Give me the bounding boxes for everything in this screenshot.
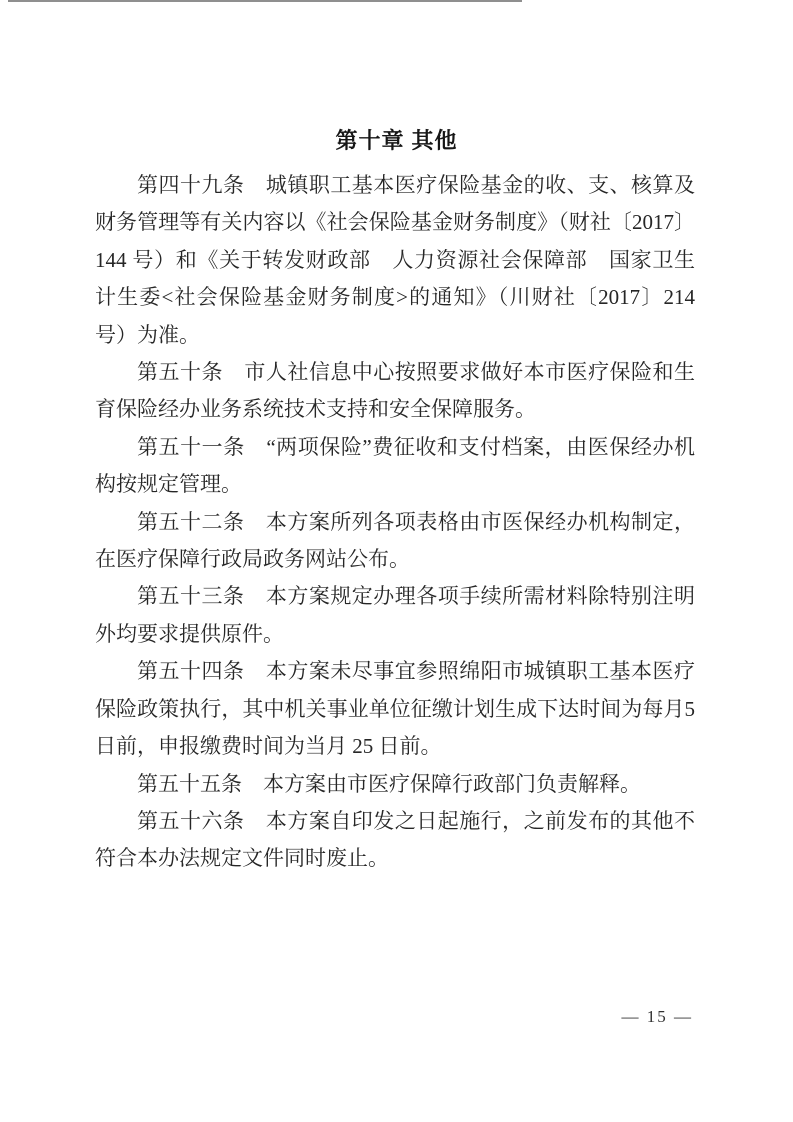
scan-artifact-line [8,0,522,2]
page-number: — 15 — [621,1007,693,1026]
article-paragraph-54: 第五十四条 本方案未尽事宜参照绵阳市城镇职工基本医疗保险政策执行，其中机关事业单位征缴计划生成下达时间为每月5 日前，申报缴费时间为当月 25 日前。 [95,659,695,759]
article-paragraph-49: 第四十九条 城镇职工基本医疗保险基金的收、支、核算及财务管理等有关内容以《社会保险基金财务制度》（财社〔2017〕144 号）和《关于转发财政部 人力资源社会保障部 国家卫生计生委<社会保险基金财务制度>的通知》（川财社〔2017〕214 号）为准。 [95,173,695,347]
article-paragraph-50: 第五十条 市人社信息中心按照要求做好本市医疗保险和生育保险经办业务系统技术支持和安全保障服务。 [95,360,695,422]
chapter-title: 第十章 其他 [335,128,458,153]
article-paragraph-51: 第五十一条 “两项保险”费征收和支付档案，由医保经办机构按规定管理。 [95,434,695,497]
article-paragraph-56: 第五十六条 本方案自印发之日起施行，之前发布的其他不符合本办法规定文件同时废止。 [95,808,695,871]
article-paragraph-55: 第五十五条 本方案由市医疗保障行政部门负责解释。 [137,771,641,796]
article-body [95,167,695,878]
article-paragraph-53: 第五十三条 本方案规定办理各项手续所需材料除特别注明外均要求提供原件。 [95,584,695,646]
article-paragraph-52: 第五十二条 本方案所列各项表格由市医保经办机构制定，在医疗保障行政局政务网站公布。 [95,509,695,572]
